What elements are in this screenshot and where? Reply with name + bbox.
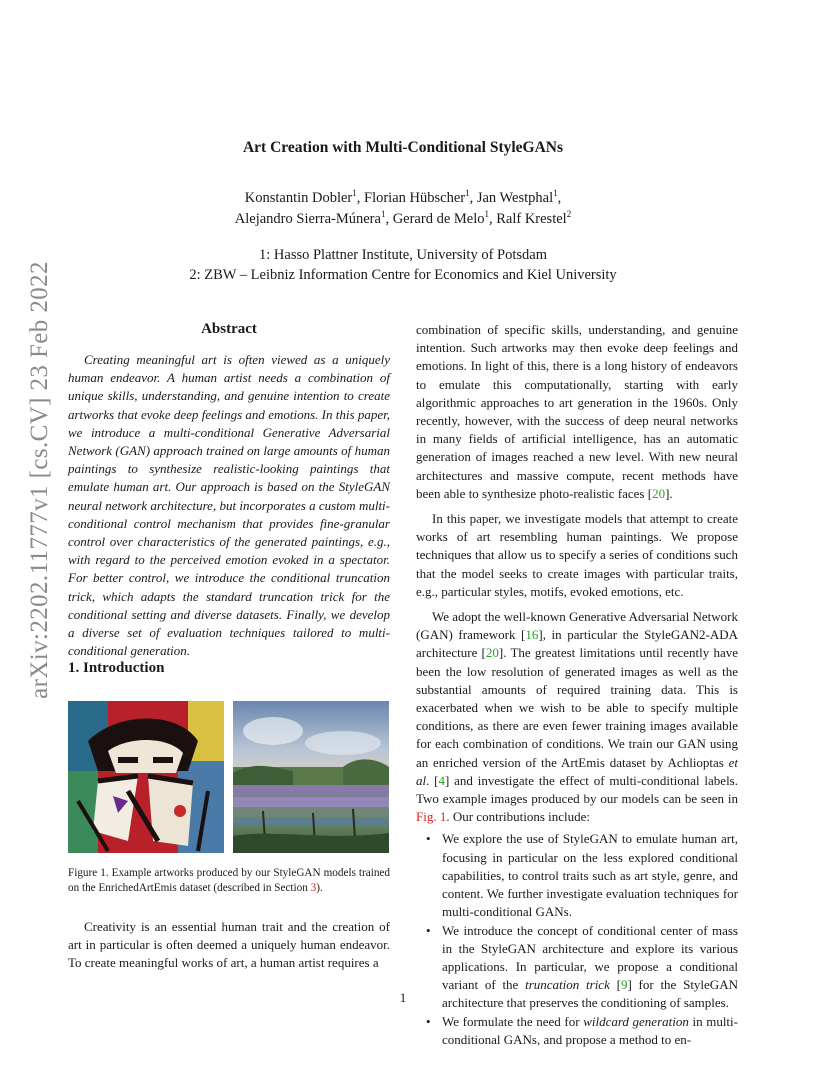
author-separator: , [557, 189, 562, 206]
author-separator: , [356, 189, 365, 206]
author: Alejandro Sierra-Múnera [234, 210, 381, 227]
emphasis-text: wildcard generation [583, 1013, 689, 1029]
section-reference-link[interactable]: 3 [310, 882, 317, 894]
introduction-heading: 1. Introduction [68, 660, 165, 676]
affiliation-2: 2: ZBW – Leibniz Information Centre for Economics and Kiel University [189, 267, 617, 283]
paragraph-text: . [ [426, 772, 439, 788]
paragraph-gan-framework [416, 608, 738, 826]
caption-text: Figure 1. Example artworks produced by our StyleGAN models trained on the EnrichedArtEmis dataset (described in Section [68, 867, 390, 894]
paragraph-continued [416, 321, 738, 503]
list-item-text: We introduce the concept of conditional center of mass in the StyleGAN architecture and explore its various applications. In particular, we propose a conditional variant of the [442, 922, 738, 993]
author-affiliation-mark: 1 [553, 188, 558, 198]
paragraph-text: We adopt the well-known Generative Adversarial Network (GAN) framework [ [416, 609, 738, 643]
caption-text-end: ). [316, 882, 323, 894]
paragraph-text: . Our contributions include: [446, 809, 591, 825]
citation-link[interactable]: 4 [438, 772, 446, 788]
paper-title: Art Creation with Multi-Conditional StyleGANs [242, 139, 564, 156]
author-separator: , [469, 189, 477, 206]
author-affiliation-mark: 1 [484, 209, 489, 219]
figure-1-caption [68, 866, 390, 896]
abstract-heading: Abstract [201, 321, 257, 337]
list-item: • We explore the use of StyleGAN to emulate human art, focusing in particular on the less explored conditional capabilities, to control traits such as art style, genre, and content. We further investigate evaluation techniques for multi-conditional GANs. [416, 830, 738, 921]
introduction-paragraph: Creativity is an essential human trait and the creation of art in particular is often deemed a uniquely human endeavor. To create meaningful works of art, a human artist requires a [68, 919, 390, 971]
abstract-portrait-painting [68, 701, 224, 853]
author-affiliation-mark: 2 [566, 209, 572, 219]
emphasis-text: truncation trick [525, 977, 610, 993]
affiliation-1: 1: Hasso Plattner Institute, University of Potsdam [259, 247, 547, 263]
impressionist-landscape-painting [233, 701, 389, 853]
citation-link[interactable]: 9 [620, 977, 628, 993]
author: Gerard de Melo [392, 210, 485, 227]
author: Konstantin Dobler [244, 189, 353, 206]
list-item-text: We formulate the need for [442, 1013, 584, 1029]
author-affiliation-mark: 1 [352, 188, 357, 198]
figure-reference-link[interactable]: Fig. 1 [416, 809, 447, 825]
contributions-list [416, 830, 738, 1048]
list-item-text: [ [609, 977, 621, 993]
author-affiliation-mark: 1 [380, 209, 386, 219]
paragraph-investigation: In this paper, we investigate models that attempt to create works of art resembling human paintings. We propose techniques that allow us to specify a series of conditions such that the model seeks to create images with particular traits, e.g., particular styles, motifs, evoked emotions, etc. [416, 511, 738, 599]
paragraph-text: ], in particular the StyleGAN2-ADA architecture [ [416, 627, 738, 661]
et-al-italic: et al [416, 754, 738, 788]
author-line-1 [0, 188, 806, 207]
author: Ralf Krestel [496, 210, 567, 227]
arxiv-stamp-text: arXiv:2202.11777v1 [cs.CV] 23 Feb 2022 [26, 261, 53, 699]
citation-link[interactable]: 20 [652, 485, 666, 501]
abstract-text: Creating meaningful art is often viewed as a uniquely human endeavor. A human artist needs a combination of unique skills, understanding, and genuine intention to create artworks that evoke deep feelings and emotions. In this paper, we introduce a multi-conditional Generative Adversarial Network (GAN) approach trained on large amounts of human paintings to synthesize realistic-looking paintings that emulate human art. Our approach is based on the StyleGAN neural network architecture, but incorporates a custom multi-conditional control mechanism that provides fine-granular control over characteristics of the generated paintings, e.g., with regard to the perceived emotion evoked in a spectator. For better control, we introduce the conditional truncation trick, which adapts the standard truncation trick for the conditional setting and diverse datasets. Finally, we develop a diverse set of evaluation techniques tailored to multi-conditional generation. [68, 352, 390, 659]
paragraph-text: ] and investigate the effect of multi-conditional labels. Two example images produced by our models can be seen in [416, 772, 738, 807]
page-number: 1 [399, 990, 407, 1005]
paragraph-text: ]. [665, 485, 673, 501]
paragraph-text: ]. The greatest limitations until recently have been the low resolution of generated images as well as the substantial amounts of required training data. This is exacerbated when we wish to be able to specify multiple conditions, as there are even fewer training images available for each combination of conditions. We train our GAN using an enriched version of the ArtEmis dataset by Achlioptas [416, 645, 738, 770]
right-column [416, 321, 738, 1049]
paragraph-text: combination of specific skills, understanding, and genuine intention. Such artworks may then evoke deep feelings and emotions. In light of this, there is a long history of endeavors to emulate this computationally, starting with early algorithmic approaches to art generation in the 1960s. Only recently, however, with the success of deep neural networks in many fields of artificial intelligence, has an automatic generation of images reached a new level. With new neural architectures and massive compute, recent methods have been able to synthesize photo-realistic faces [ [416, 322, 738, 501]
citation-link[interactable]: 16 [525, 627, 539, 643]
list-item [416, 1013, 738, 1049]
author: Jan Westphal [476, 189, 554, 206]
list-item-text: in multi-conditional GANs, and propose a method to en- [442, 1013, 738, 1047]
figure-1-artwork-portrait [68, 701, 224, 853]
list-item-text: ] for the StyleGAN architecture that preserves the conditioning of samples. [442, 977, 738, 1011]
author-affiliation-mark: 1 [465, 188, 470, 198]
author-line-2 [0, 209, 806, 228]
author-separator: , [385, 210, 393, 227]
citation-link[interactable]: 20 [485, 645, 499, 661]
figure-1-artwork-landscape [233, 701, 389, 853]
author-separator: , [488, 210, 497, 227]
author: Florian Hübscher [364, 189, 466, 206]
